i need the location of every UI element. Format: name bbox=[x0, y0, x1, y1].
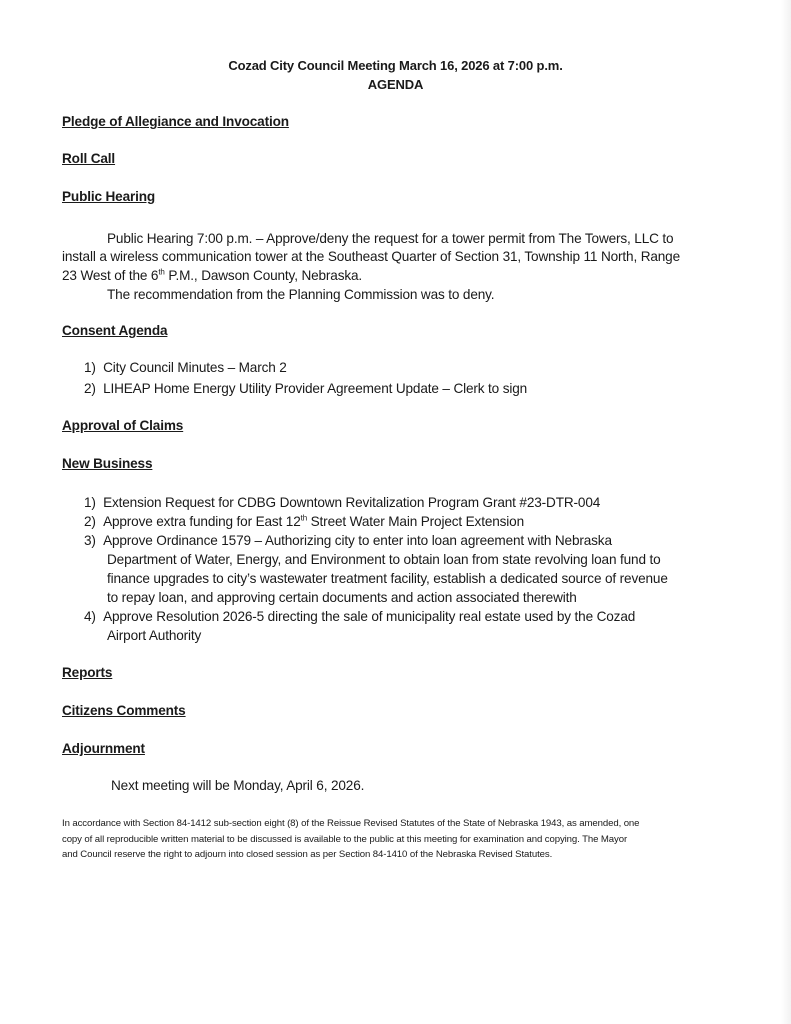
heading-consent-agenda: Consent Agenda bbox=[62, 323, 168, 338]
heading-reports: Reports bbox=[62, 665, 113, 680]
heading-adjournment: Adjournment bbox=[62, 741, 145, 756]
list-item: 1) Extension Request for CDBG Downtown Revitalization Program Grant #23-DTR-004 bbox=[84, 495, 601, 510]
public-hearing-line: 23 West of the 6th P.M., Dawson County, Nebraska. bbox=[62, 267, 363, 283]
next-meeting: Next meeting will be Monday, April 6, 2026. bbox=[111, 778, 365, 793]
heading-public-hearing: Public Hearing bbox=[62, 189, 156, 204]
list-item-continuation: finance upgrades to city’s wastewater treatment facility, establish a dedicated source of revenue bbox=[107, 571, 668, 586]
planning-recommendation: The recommendation from the Planning Commission was to deny. bbox=[107, 287, 495, 302]
heading-pledge: Pledge of Allegiance and Invocation bbox=[62, 114, 289, 129]
page-title: Cozad City Council Meeting March 16, 2026 at 7:00 p.m. bbox=[228, 58, 563, 73]
list-item-continuation: to repay loan, and approving certain documents and action associated therewith bbox=[107, 590, 577, 605]
list-item: 2) Approve extra funding for East 12th Street Water Main Project Extension bbox=[84, 513, 524, 529]
list-item: 4) Approve Resolution 2026-5 directing the sale of municipality real estate used by the Cozad bbox=[84, 609, 636, 624]
heading-new-business: New Business bbox=[62, 456, 153, 471]
list-item: 3) Approve Ordinance 1579 – Authorizing city to enter into loan agreement with Nebraska bbox=[84, 533, 612, 548]
public-hearing-line: Public Hearing 7:00 p.m. – Approve/deny the request for a tower permit from The Towers, LLC to bbox=[107, 231, 674, 246]
list-item: 2) LIHEAP Home Energy Utility Provider Agreement Update – Clerk to sign bbox=[84, 381, 528, 396]
public-hearing-line: install a wireless communication tower at the Southeast Quarter of Section 31, Township 11 North, Range bbox=[62, 249, 680, 264]
footer-notice-line: copy of all reproducible written material to be discussed is available to the public at this meeting for examination and copying. The Mayor bbox=[62, 834, 628, 845]
footer-notice-line: In accordance with Section 84-1412 sub-section eight (8) of the Reissue Revised Statutes of the State of Nebraska 1943, as amended, one bbox=[62, 818, 640, 829]
scan-edge bbox=[781, 0, 791, 1024]
list-item-continuation: Airport Authority bbox=[107, 628, 202, 643]
heading-citizens-comments: Citizens Comments bbox=[62, 703, 186, 718]
heading-approval-of-claims: Approval of Claims bbox=[62, 418, 184, 433]
footer-notice-line: and Council reserve the right to adjourn into closed session as per Section 84-1410 of the Nebraska Revised Statutes. bbox=[62, 849, 553, 860]
heading-roll-call: Roll Call bbox=[62, 151, 116, 166]
list-item-continuation: Department of Water, Energy, and Environment to obtain loan from state revolving loan fund to bbox=[107, 552, 661, 567]
page-subtitle: AGENDA bbox=[367, 77, 424, 92]
list-item: 1) City Council Minutes – March 2 bbox=[84, 360, 287, 375]
